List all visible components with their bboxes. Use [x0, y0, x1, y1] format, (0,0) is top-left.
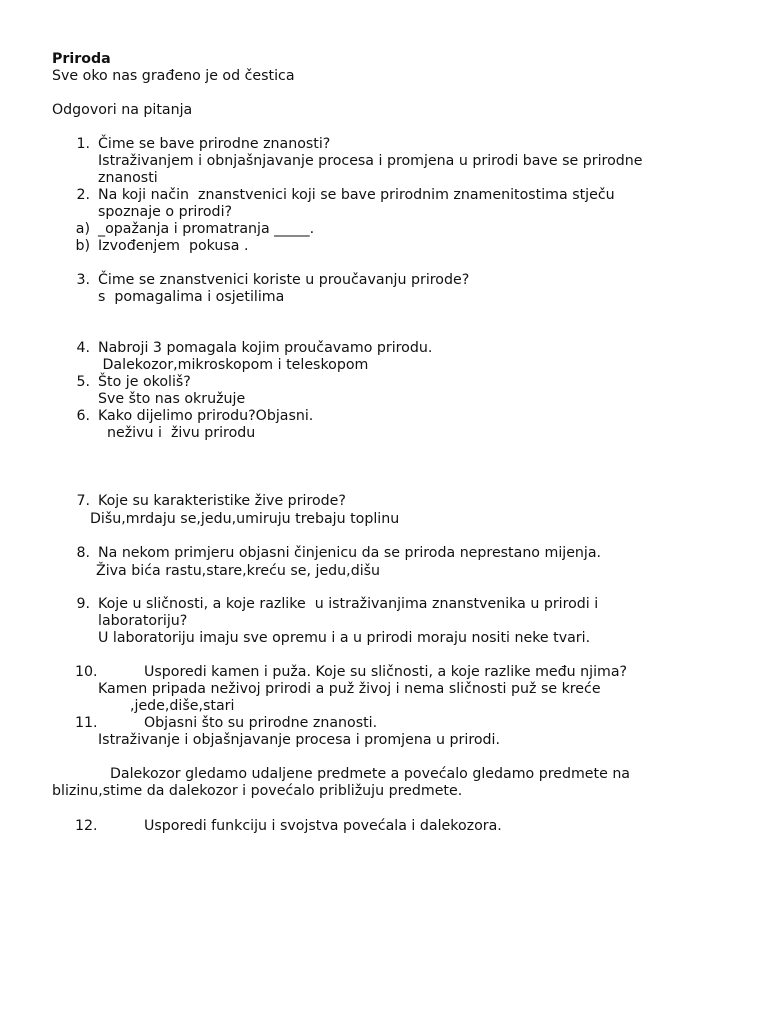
question-number: 7. — [76, 493, 90, 509]
answer-text: U laboratoriju imaju sve opremu i a u prirodi moraju nositi neke tvari. — [98, 630, 591, 646]
answer-text: neživu i živu prirodu — [98, 425, 256, 441]
answer-text: Istraživanje i objašnjavanje procesa i promjena u prirodi. — [98, 732, 500, 748]
question-text: Čime se bave prirodne znanosti? — [98, 136, 331, 152]
question-text: Kako dijelimo prirodu?Objasni. — [98, 408, 314, 424]
answer-letter: b) — [75, 238, 90, 254]
question-number: 9. — [76, 596, 90, 612]
question-number: 11. — [75, 715, 98, 731]
question-text: Koje u sličnosti, a koje razlike u istraživanjima znanstvenika u prirodi i — [98, 596, 599, 612]
answer-text: Dišu,mrdaju se,jedu,umiruju trebaju toplinu — [90, 511, 400, 527]
answer-letter: a) — [75, 221, 90, 237]
answer-text: ,jede,diše,stari — [130, 698, 235, 714]
answer-text: Izvođenjem pokusa . — [98, 238, 249, 254]
question-text: Koje su karakteristike žive prirode? — [98, 493, 346, 509]
question-number: 5. — [76, 374, 90, 390]
question-text: Na koji način znanstvenici koji se bave prirodnim znamenitostima stječu — [98, 187, 615, 203]
question-text: Usporedi funkciju i svojstva povećala i dalekozora. — [144, 818, 502, 834]
question-text: Objasni što su prirodne znanosti. — [144, 715, 378, 731]
answer-text: Dalekozor,mikroskopom i teleskopom — [98, 357, 369, 373]
answer-text: Istraživanjem i obnjašnjavanje procesa i promjena u prirodi bave se prirodne — [98, 153, 643, 169]
question-number: 10. — [75, 664, 98, 680]
question-number: 4. — [76, 340, 90, 356]
question-number: 3. — [76, 272, 90, 288]
question-number: 2. — [76, 187, 90, 203]
document-title: Priroda — [52, 51, 111, 67]
question-number: 1. — [76, 136, 90, 152]
paragraph-text: blizinu,stime da dalekozor i povećalo približuju predmete. — [52, 783, 463, 799]
question-text: laboratoriju? — [98, 613, 188, 629]
answer-text: s pomagalima i osjetilima — [98, 289, 285, 305]
question-number: 8. — [76, 545, 90, 561]
answer-text: Kamen pripada neživoj prirodi a puž živoj i nema sličnosti puž se kreće — [98, 681, 601, 697]
question-text: Na nekom primjeru objasni činjenicu da se priroda neprestano mijenja. — [98, 545, 602, 561]
paragraph-text: Dalekozor gledamo udaljene predmete a povećalo gledamo predmete na — [110, 766, 631, 782]
document-subtitle: Sve oko nas građeno je od čestica — [52, 68, 295, 84]
question-text: spoznaje o prirodi? — [98, 204, 233, 220]
answer-text: Sve što nas okružuje — [98, 391, 246, 407]
question-text: Čime se znanstvenici koriste u proučavanju prirode? — [98, 272, 470, 288]
question-text: Usporedi kamen i puža. Koje su sličnosti, a koje razlike među njima? — [144, 664, 628, 680]
answer-text: znanosti — [98, 170, 158, 186]
question-number: 12. — [75, 818, 98, 834]
question-text: Nabroji 3 pomagala kojim proučavamo prirodu. — [98, 340, 433, 356]
question-text: Što je okoliš? — [98, 374, 191, 390]
instruction-text: Odgovori na pitanja — [52, 102, 193, 118]
question-number: 6. — [76, 408, 90, 424]
answer-text: Živa bića rastu,stare,kreću se, jedu,dišu — [96, 563, 381, 579]
answer-text: _opažanja i promatranja _____. — [98, 221, 315, 237]
